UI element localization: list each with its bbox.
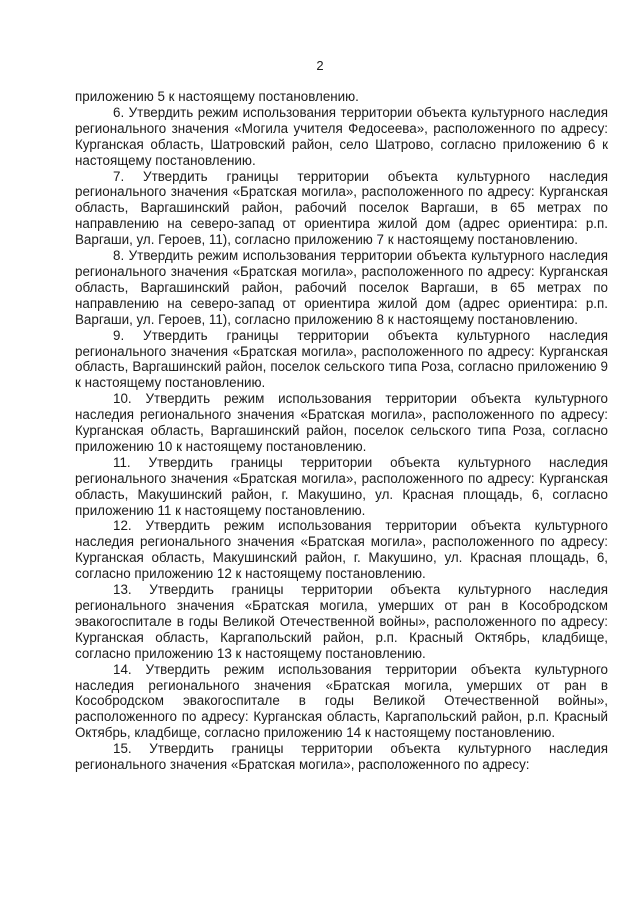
paragraph-item-6: 6. Утвердить режим использования территории объекта культурного наследия регионального значения «Могила учителя Федосеева», расположенного по адресу: Курганская область, Шатровский район, село Шатрово, согласно приложению 6 к настоящему постановлению. [75, 104, 608, 168]
paragraph-item-14: 14. Утвердить режим использования территории объекта культурного наследия регионального значения «Братская могила, умерших от ран в Кособродском эвакогоспитале в годы Великой Отечественной войны», расположенного по адресу: Курганская область, Каргапольский район, р.п. Красный Октябрь, кладбище, согласно приложению 14 к настоящему постановлению. [75, 661, 608, 741]
paragraph-item-15: 15. Утвердить границы территории объекта культурного наследия регионального значения «Братская могила», расположенного по адресу: [75, 741, 608, 773]
paragraph-item-10: 10. Утвердить режим использования территории объекта культурного наследия регионального значения «Братская могила», расположенного по адресу: Курганская область, Варгашинский район, поселок сельского типа Роза, согласно приложению 10 к настоящему постановлению. [75, 391, 608, 454]
paragraph-item-8: 8. Утвердить режим использования территории объекта культурного наследия регионального значения «Братская могила», расположенного по адресу: Курганская область, Варгашинский район, рабочий поселок Варгаши, в 65 метрах по направлению на северо-запад от ориентира жилой дом (адрес ориентира: р.п. Варгаши, ул. Героев, 11), согласно приложению 8 к настоящему постановлению. [75, 248, 608, 327]
paragraph-item-12: 12. Утвердить режим использования территории объекта культурного наследия регионального значения «Братская могила», расположенного по адресу: Курганская область, Макушинский район, г. Макушино, ул. Красная площадь, 6, согласно приложению 12 к настоящему постановлению. [75, 518, 608, 582]
paragraph-item-9: 9. Утвердить границы территории объекта культурного наследия регионального значения «Братская могила», расположенного по адресу: Курганская область, Варгашинский район, поселок сельского типа Роза, согласно приложению 9 к настоящему постановлению. [75, 327, 608, 391]
page-number: 2 [316, 58, 324, 73]
document-body [75, 89, 608, 773]
paragraph-item-11: 11. Утвердить границы территории объекта культурного наследия регионального значения «Братская могила», расположенного по адресу: Курганская область, Макушинский район, г. Макушино, ул. Красная площадь, 6, согласно приложению 11 к настоящему постановлению. [75, 454, 608, 518]
paragraph-item-7: 7. Утвердить границы территории объекта культурного наследия регионального значения «Братская могила», расположенного по адресу: Курганская область, Варгашинский район, рабочий поселок Варгаши, в 65 метрах по направлению на северо-запад от ориентира жилой дом (адрес ориентира: р.п. Варгаши, ул. Героев, 11), согласно приложению 7 к настоящему постановлению. [75, 168, 608, 248]
paragraph-item-13: 13. Утвердить границы территории объекта культурного наследия регионального значения «Братская могила, умерших от ран в Кособродском эвакогоспитале в годы Великой Отечественной войны», расположенного по адресу: Курганская область, Каргапольский район, р.п. Красный Октябрь, кладбище, согласно приложению 13 к настоящему постановлению. [75, 582, 608, 661]
paragraph-continuation: приложению 5 к настоящему постановлению. [75, 89, 359, 104]
